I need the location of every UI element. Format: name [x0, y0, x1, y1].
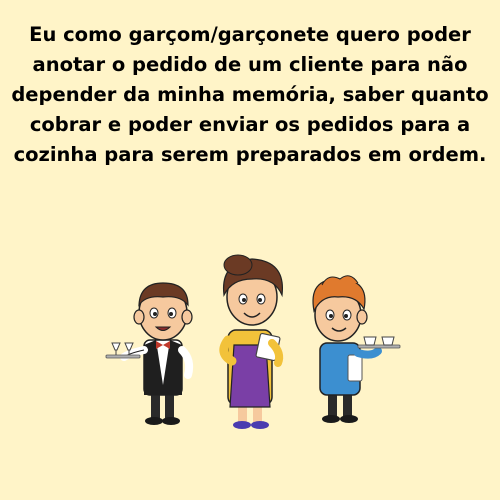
waitress-with-notepad-icon [224, 255, 283, 429]
waiters-illustration [100, 235, 410, 435]
waiter-with-glasses-icon [106, 283, 192, 425]
user-story-text: Eu como garçom/garçonete quero poder anotar o pedido de um cliente para não depender da minha memória, saber quanto cobrar e poder enviar os pedidos para a cozinha para serem preparados em ordem. [11, 23, 489, 166]
waiter-with-tray-icon [313, 276, 400, 423]
